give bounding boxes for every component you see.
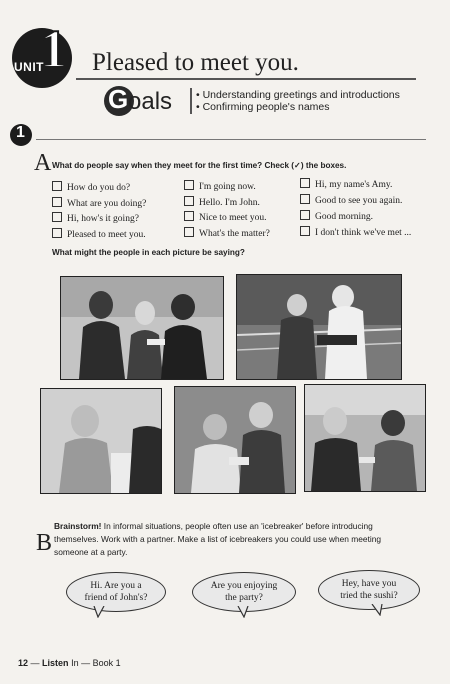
book-title-rest: In — Book 1 (71, 658, 121, 668)
checkbox-item[interactable]: Hi, my name's Amy. (300, 178, 392, 190)
unit-number: 1 (40, 19, 67, 79)
checkbox-item[interactable]: Pleased to meet you. (52, 228, 146, 240)
part-a-question: What do people say when they meet for the first time? Check (✓) the boxes. (52, 161, 347, 170)
speech-bubble: Are you enjoying the party? (192, 572, 296, 612)
checkbox-icon[interactable] (184, 196, 194, 206)
checkbox-item[interactable]: I'm going now. (184, 180, 256, 192)
photo-crowd-greeting (236, 274, 402, 380)
photo-meeting-greeting (304, 384, 426, 492)
checkbox-item[interactable]: What's the matter? (184, 227, 270, 239)
book-title-bold: Listen (42, 658, 69, 668)
page-footer: 12 — Listen In — Book 1 (18, 658, 121, 668)
speech-bubble-tail (92, 606, 108, 618)
checkbox-item[interactable]: Good to see you again. (300, 194, 402, 206)
goal-item: • Understanding greetings and introductions (196, 89, 400, 101)
photo-office-smile (40, 388, 162, 494)
checkbox-icon[interactable] (52, 228, 62, 238)
speech-bubble-tail (236, 606, 252, 618)
checkbox-icon[interactable] (300, 226, 310, 236)
part-b-instructions (54, 520, 414, 559)
checkbox-item[interactable]: Hello. I'm John. (184, 196, 260, 208)
part-a-letter: A (34, 150, 52, 176)
checkbox-item[interactable]: How do you do? (52, 181, 130, 193)
goals-heading: oals (128, 88, 173, 115)
checkbox-icon[interactable] (300, 194, 310, 204)
checkbox-item[interactable]: Nice to meet you. (184, 211, 267, 223)
goals-g-letter: G (108, 84, 129, 114)
checkbox-icon[interactable] (184, 227, 194, 237)
checkbox-icon[interactable] (184, 211, 194, 221)
section-number: 1 (16, 124, 25, 141)
goal-item: • Confirming people's names (196, 101, 330, 113)
title-rule (76, 78, 416, 80)
unit-label: UNIT (14, 60, 44, 74)
goals-divider (190, 88, 192, 114)
checkbox-item[interactable]: Hi, how's it going? (52, 212, 139, 224)
checkbox-item[interactable]: What are you doing? (52, 197, 146, 209)
page-number: 12 (18, 658, 29, 668)
checkbox-icon[interactable] (52, 197, 62, 207)
part-b-text: In informal situations, people often use an 'icebreaker' before introducing themselves. Work with a partner. Make a list of icebreakers you could use when meeting someone at a party. (54, 521, 382, 557)
checkbox-item[interactable]: I don't think we've met ... (300, 226, 411, 238)
part-b-bold: Brainstorm! (54, 521, 102, 531)
checkbox-icon[interactable] (300, 210, 310, 220)
speech-bubble: Hi. Are you a friend of John's? (66, 572, 166, 612)
page-title: Pleased to meet you. (92, 49, 299, 76)
checkbox-icon[interactable] (184, 180, 194, 190)
part-a-question-2: What might the people in each picture be saying? (52, 248, 245, 257)
speech-bubble-tail (370, 604, 386, 616)
part-b-letter: B (36, 530, 53, 556)
photo-casual-handshake (174, 386, 296, 494)
checkbox-item[interactable]: Good morning. (300, 210, 373, 222)
photo-business-handshake (60, 276, 224, 380)
checkbox-icon[interactable] (52, 212, 62, 222)
speech-bubble: Hey, have you tried the sushi? (318, 570, 420, 610)
checkbox-icon[interactable] (300, 178, 310, 188)
checkbox-icon[interactable] (52, 181, 62, 191)
section-rule (36, 139, 426, 140)
